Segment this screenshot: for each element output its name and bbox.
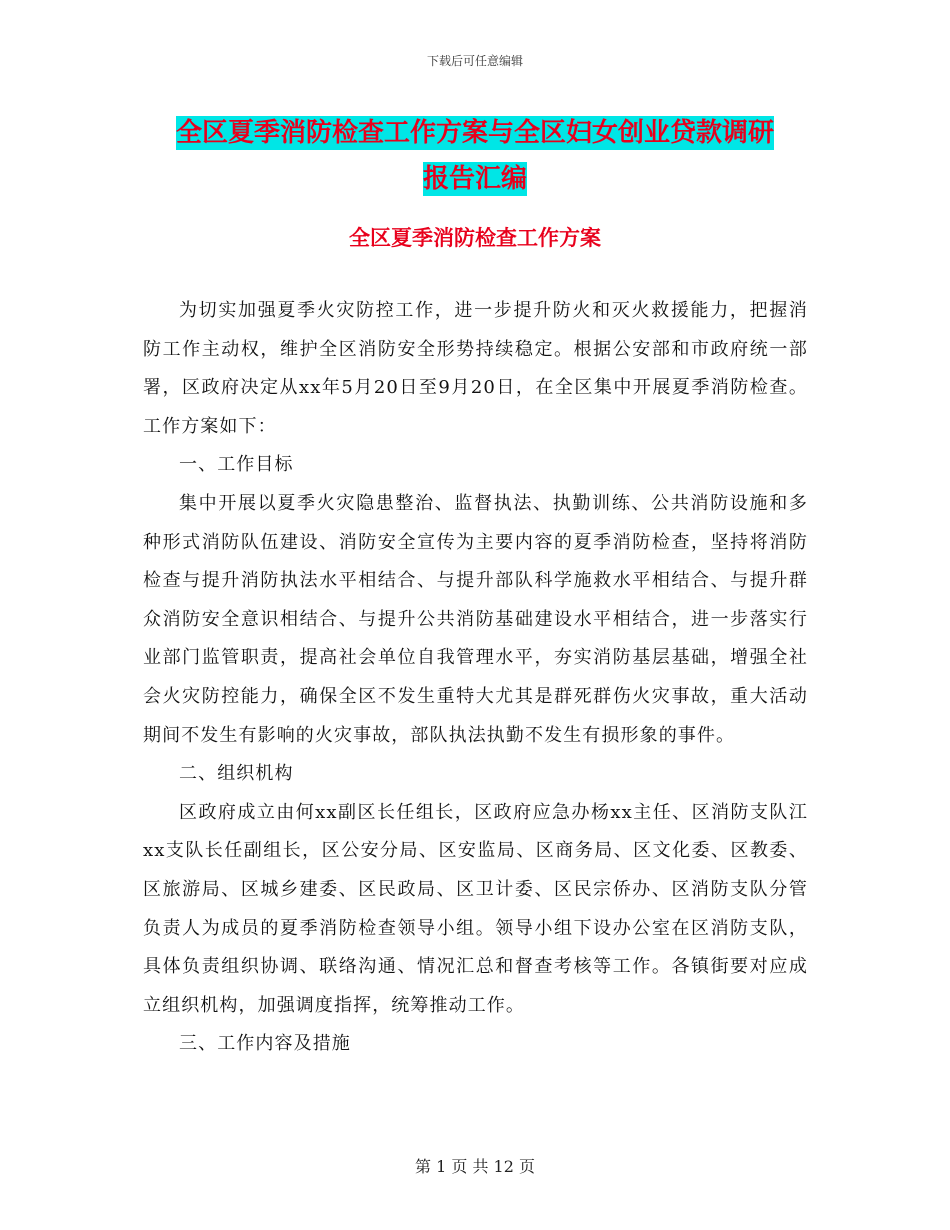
header-note: 下载后可任意编辑 [426,54,523,68]
heading-work-content: 三、工作内容及措施 [179,1033,351,1055]
document-title [0,110,950,202]
paragraph-work-goals: 集中开展以夏季火灾隐患整治、监督执法、执勤训练、公共消防设施和多种形式消防队伍建设、消防安全宣传为主要内容的夏季消防检查，坚持将消防检查与提升消防执法水平相结合、与提升部队科学施救水平相结合、与提升群众消防安全意识相结合、与提升公共消防基础建设水平相结合，进一步落实行业部门监管职责，提高社会单位自我管理水平，夯实消防基层基础，增强全社会火灾防控能力，确保全区不发生重特大尤其是群死群伤火灾事故，重大活动期间不发生有影响的火灾事故，部队执法执勤不发生有损形象的事件。 [143,492,808,746]
heading-organization: 二、组织机构 [179,763,294,785]
section-title: 全区夏季消防检查工作方案 [349,226,601,250]
document-title-line-2: 报告汇编 [422,164,527,194]
paragraph-intro: 为切实加强夏季火灾防控工作，进一步提升防火和灭火救援能力，把握消防工作主动权，维护全区消防安全形势持续稳定。根据公安部和市政府统一部署，区政府决定从xx年5月20日至9月20日，在全区集中开展夏季消防检查。工作方案如下： [143,300,808,437]
paragraph-organization: 区政府成立由何xx副区长任组长，区政府应急办杨xx主任、区消防支队江xx支队长任副组长，区公安分局、区安监局、区商务局、区文化委、区教委、区旅游局、区城乡建委、区民政局、区卫计委、区民宗侨办、区消防支队分管负责人为成员的夏季消防检查领导小组。领导小组下设办公室在区消防支队，具体负责组织协调、联络沟通、情况汇总和督查考核等工作。各镇街要对应成立组织机构，加强调度指挥，统筹推动工作。 [143,801,808,1016]
document-title-line-1: 全区夏季消防检查工作方案与全区妇女创业贷款调研 [175,118,774,148]
heading-work-goals: 一、工作目标 [179,454,294,476]
document-body [143,292,808,1064]
page-number: 第 1 页 共 12 页 [415,1157,535,1176]
